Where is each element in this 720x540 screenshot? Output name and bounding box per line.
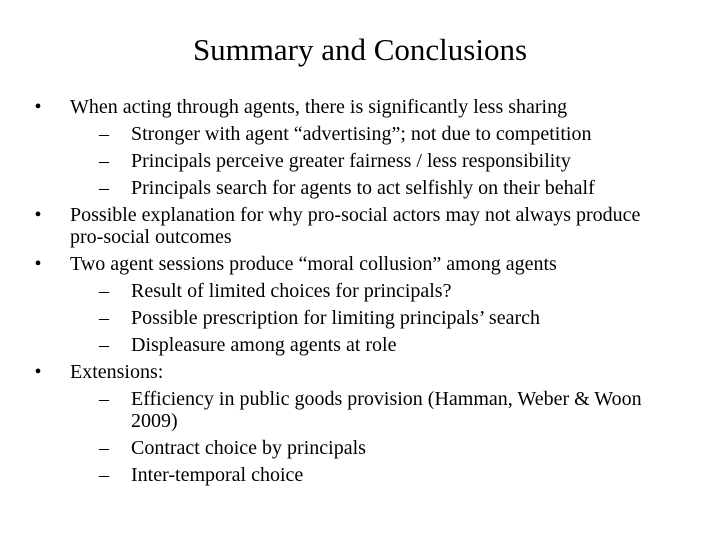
sub-bullet-text: Principals perceive greater fairness / less responsibility xyxy=(131,150,571,172)
dash-marker: – xyxy=(99,334,109,356)
sub-bullet-item xyxy=(99,123,668,145)
dash-marker: – xyxy=(99,464,109,486)
bullet-text: When acting through agents, there is significantly less sharing xyxy=(70,96,568,118)
sub-bullet-text: Possible prescription for limiting principals’ search xyxy=(131,307,540,329)
dash-marker: – xyxy=(99,150,109,172)
sub-bullet-list xyxy=(70,280,668,356)
bullet-marker: • xyxy=(34,204,42,226)
dash-marker: – xyxy=(99,177,109,199)
bullet-marker: • xyxy=(34,361,42,383)
bullet-marker: • xyxy=(34,96,42,118)
dash-marker: – xyxy=(99,307,109,329)
sub-bullet-text: Inter-temporal choice xyxy=(131,464,304,486)
sub-bullet-text: Displeasure among agents at role xyxy=(131,334,397,356)
bullet-item xyxy=(28,253,668,356)
bullet-text: Extensions: xyxy=(70,361,164,383)
sub-bullet-item xyxy=(99,307,668,329)
dash-marker: – xyxy=(99,280,109,302)
bullet-item xyxy=(28,361,668,486)
sub-bullet-text: Result of limited choices for principals? xyxy=(131,280,452,302)
dash-marker: – xyxy=(99,123,109,145)
sub-bullet-item xyxy=(99,334,668,356)
sub-bullet-text: Stronger with agent “advertising”; not due to competition xyxy=(131,123,592,145)
sub-bullet-item xyxy=(99,388,668,432)
dash-marker: – xyxy=(99,388,109,410)
sub-bullet-item xyxy=(99,150,668,172)
sub-bullet-text: Contract choice by principals xyxy=(131,437,366,459)
dash-marker: – xyxy=(99,437,109,459)
sub-bullet-text: Principals search for agents to act selfishly on their behalf xyxy=(131,177,595,199)
sub-bullet-item xyxy=(99,177,668,199)
bullet-item xyxy=(28,204,668,248)
bullet-text: Two agent sessions produce “moral collusion” among agents xyxy=(70,253,557,275)
sub-bullet-item xyxy=(99,464,668,486)
bullet-marker: • xyxy=(34,253,42,275)
bullet-text: Possible explanation for why pro-social actors may not always produce pro-social outcomes xyxy=(70,204,641,248)
sub-bullet-text: Efficiency in public goods provision (Hamman, Weber & Woon 2009) xyxy=(131,388,642,432)
sub-bullet-item xyxy=(99,280,668,302)
slide-title: Summary and Conclusions xyxy=(192,32,528,67)
sub-bullet-list xyxy=(70,123,668,199)
bullet-list xyxy=(28,96,668,491)
bullet-item xyxy=(28,96,668,199)
sub-bullet-list xyxy=(70,388,668,486)
sub-bullet-item xyxy=(99,437,668,459)
